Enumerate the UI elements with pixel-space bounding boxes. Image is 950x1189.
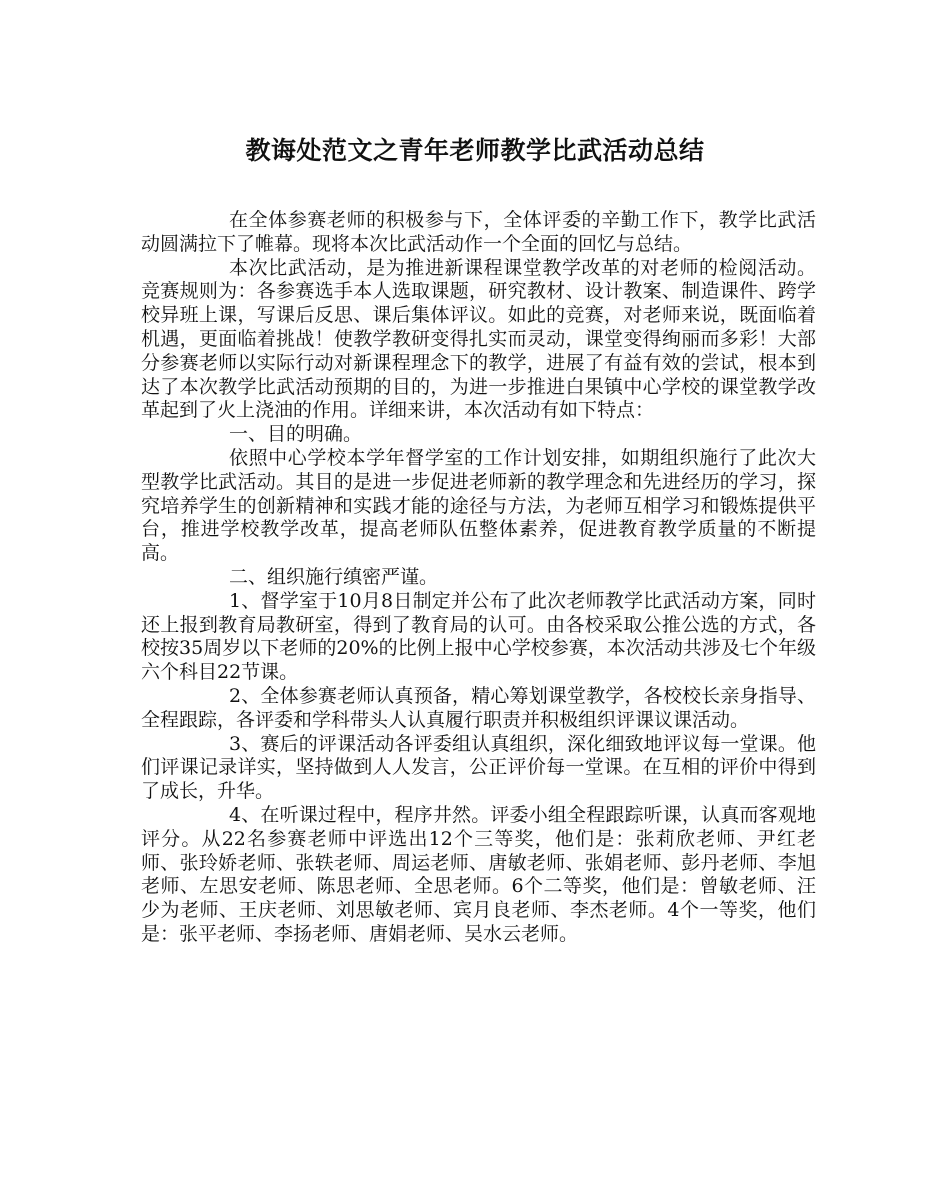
paragraph-item-2: 2、全体参赛老师认真预备，精心筹划课堂教学，各校校长亲身指导、全程跟踪，各评委和学科带头人认真履行职责并积极组织评课议课活动。 bbox=[141, 684, 816, 731]
paragraph-intro: 在全体参赛老师的积极参与下，全体评委的辛勤工作下，教学比武活动圆满拉下了帷幕。现将本次比武活动作一个全面的回忆与总结。 bbox=[141, 209, 816, 255]
section-heading-goal: 一、目的明确。 bbox=[229, 423, 363, 446]
document-title: 教诲处范文之青年老师教学比武活动总结 bbox=[245, 136, 705, 165]
paragraph-goal: 依照中心学校本学年督学室的工作计划安排，如期组织施行了此次大型教学比武活动。其目的是进一步促进老师新的教学理念和先进经历的学习，探究培养学生的创新精神和实践才能的途径与方法，为老师互相学习和锻炼提供平台，推进学校教学改革，提高老师队伍整体素养，促进教育教学质量的不断提高。 bbox=[141, 446, 816, 565]
paragraph-overview: 本次比武活动，是为推进新课程课堂教学改革的对老师的检阅活动。竞赛规则为：各参赛选手本人选取课题，研究教材、设计教案、制造课件、跨学校异班上课，写课后反思、课后集体评议。如此的竞赛，对老师来说，既面临着机遇，更面临着挑战！使教学教研变得扎实而灵动，课堂变得绚丽而多彩！大部分参赛老师以实际行动对新课程理念下的教学，进展了有益有效的尝试，根本到达了本次教学比武活动预期的目的，为进一步推进白果镇中心学校的课堂教学改革起到了火上浇油的作用。详细来讲，本次活动有如下特点： bbox=[141, 256, 816, 422]
paragraph-item-4: 4、在听课过程中，程序井然。评委小组全程跟踪听课，认真而客观地评分。从22名参赛老师中评选出12个三等奖，他们是：张莉欣老师、尹红老师、张玲娇老师、张轶老师、周运老师、唐敏老师、张娟老师、彭丹老师、李旭老师、左思安老师、陈思老师、全思老师。6个二等奖，他们是：曾敏老师、汪少为老师、王庆老师、刘思敏老师、宾月良老师、李杰老师。4个一等奖，他们是：张平老师、李扬老师、唐娟老师、吴水云老师。 bbox=[141, 803, 816, 945]
document-body bbox=[141, 209, 816, 947]
section-heading-organization: 二、组织施行缜密严谨。 bbox=[229, 565, 439, 588]
paragraph-item-1: 1、督学室于10月8日制定并公布了此次老师教学比武活动方案，同时还上报到教育局教研室，得到了教育局的认可。由各校采取公推公选的方式，各校按35周岁以下老师的20%的比例上报中心学校参赛，本次活动共涉及七个年级六个科目22节课。 bbox=[141, 589, 816, 684]
paragraph-item-3: 3、赛后的评课活动各评委组认真组织，深化细致地评议每一堂课。他们评课记录详实，坚持做到人人发言，公正评价每一堂课。在互相的评价中得到了成长，升华。 bbox=[141, 732, 816, 803]
